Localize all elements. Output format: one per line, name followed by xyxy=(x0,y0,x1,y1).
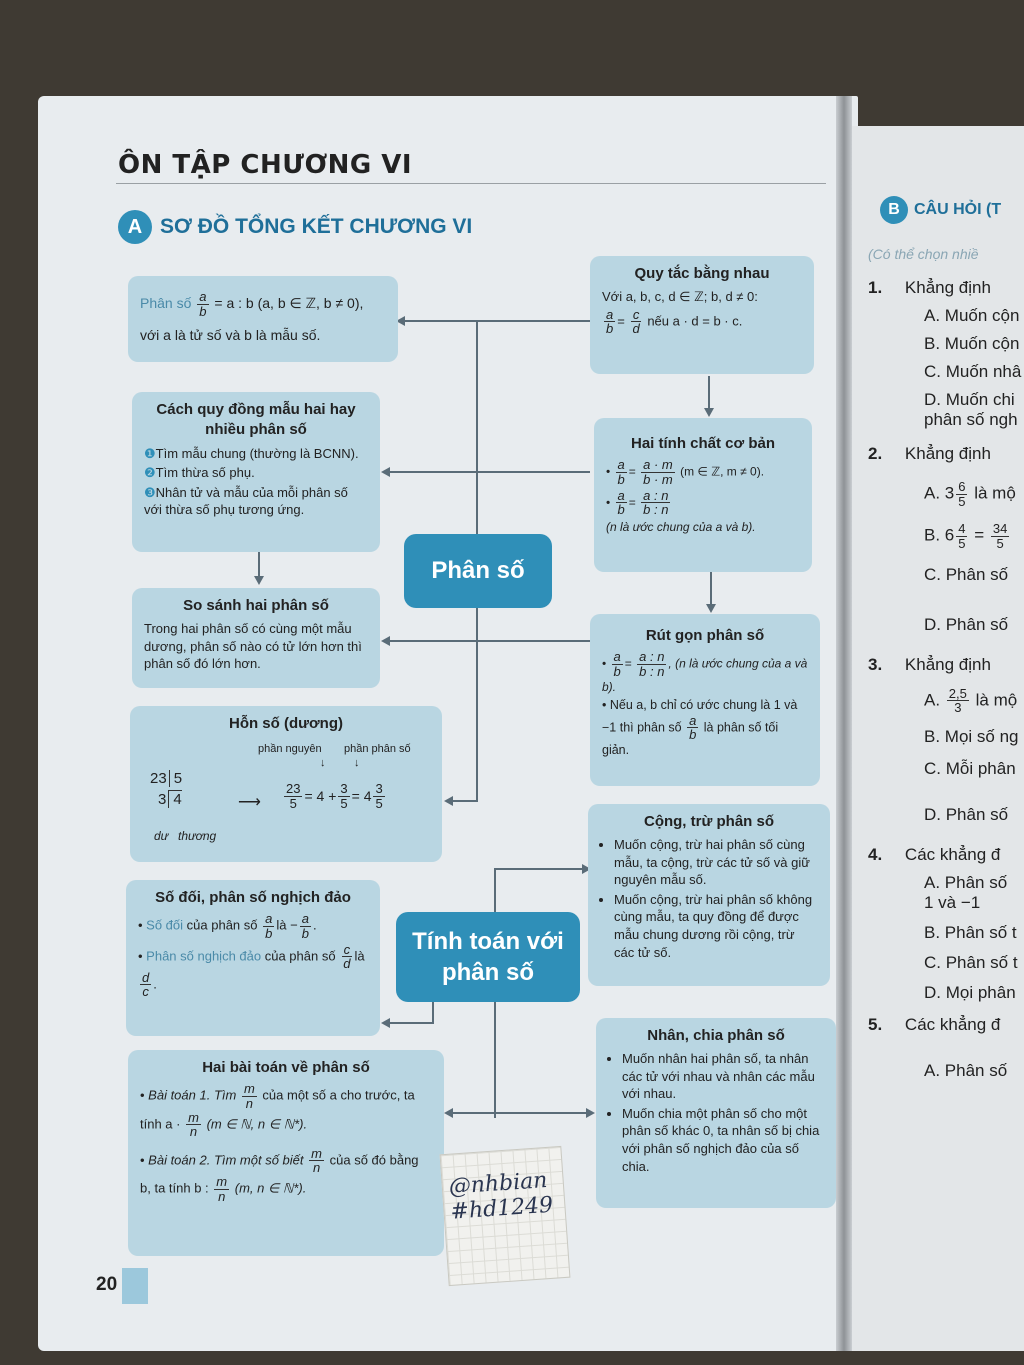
q2-option-a: A. 3 $\frac{6}{5}$ là mộ xyxy=(924,479,1016,509)
q2-fraction-6-5: $\frac{6}{5}$ xyxy=(958,479,966,509)
q3-option-d: D. Phân số xyxy=(924,804,1009,824)
two-problems-title: Hai bài toán về phân số xyxy=(202,1059,370,1076)
definition-prefix: Phân số xyxy=(140,294,192,311)
q2-option-b: B. 6 $\frac{4}{5}$ = $\frac{34}{5}$ xyxy=(924,521,1008,551)
box-equal-rule: Quy tắc bằng nhau Với a, b, c, d ∈ ℤ; b, d ≠ 0: $\frac{a}{b}$ = $\frac{c}{d}$ nếu a · d = b · c. xyxy=(590,256,814,374)
opposite-b2-b: của phân số xyxy=(264,948,336,964)
mul-div-title: Nhân, chia phân số xyxy=(647,1027,785,1044)
problem1-fraction-m-n-2: $\frac{m}{n}$ xyxy=(188,1109,199,1140)
box-compare xyxy=(132,588,380,688)
box-simplify: Rút gọn phân số • $\frac{a}{b}$ = $\frac{a : n}{b : n}$ , (n là ước chung của a và b). • Nếu a, b chỉ có ước chung là 1 và −1 thì phân số $\frac{a}{b}$ là phân số tối giản. xyxy=(590,614,820,786)
q2-fraction-34-5: $\frac{34}{5}$ xyxy=(992,521,1008,551)
opposite-title: Số đối, phân số nghịch đảo xyxy=(155,889,351,906)
connector-to-opposite xyxy=(432,1000,434,1024)
q4-option-a-cont: 1 và −1 xyxy=(924,892,981,912)
add-sub-bullet2: • Muốn cộng, trừ hai phân số không cùng mẫu, ta quy đồng để được mẫu chung dương rồi cộng, trừ các tử số. xyxy=(614,891,818,961)
problem2-fraction-m-n: $\frac{m}{n}$ xyxy=(311,1145,322,1176)
step3-icon: ❸ xyxy=(144,484,156,500)
prop2-fraction-an-bn: $\frac{a : n}{b : n}$ xyxy=(643,487,669,518)
reciprocal-is: là xyxy=(354,948,365,964)
q2-fraction-4-5: $\frac{4}{5}$ xyxy=(958,521,966,551)
q5-number: 5. xyxy=(868,1014,883,1034)
q4-option-b: B. Phân số t xyxy=(924,922,1017,942)
section-a-header xyxy=(118,210,472,244)
q1-option-b: B. Muốn cộn xyxy=(924,334,1020,353)
q3-fraction-2-5-3: $\frac{2,5}{3}$ xyxy=(948,685,967,716)
connector-to-definition xyxy=(400,320,590,322)
right-arrow-icon: ⟶ xyxy=(238,794,261,812)
title-divider xyxy=(116,183,826,184)
remainder-value: 3 xyxy=(158,791,167,809)
arrow-to-opposite xyxy=(381,1018,390,1028)
prop1-fraction-am-bm: $\frac{a \cdot m}{b \cdot m}$ xyxy=(643,457,673,487)
q4-option-d: D. Mọi phân xyxy=(924,982,1016,1002)
q3-text: Khẳng định xyxy=(904,654,991,674)
compare-body: Trong hai phân số có cùng một mẫu dương, phân số nào có tử lớn hơn thì phân số đó lớn hơn. xyxy=(144,621,362,672)
problem2-fraction-m-n-2: $\frac{m}{n}$ xyxy=(216,1174,228,1204)
mul-div-bullet1: • Muốn nhân hai phân số, ta nhân các tử với nhau và nhân các mẫu với nhau. xyxy=(622,1050,824,1103)
q1-option-d-cont: phân số ngh xyxy=(924,410,1018,429)
q5-option-a: A. Phân số xyxy=(924,1060,1008,1080)
arrow-rule-to-props xyxy=(704,408,714,417)
right-subtitle: (Có thể chọn nhiề xyxy=(868,246,979,262)
equal-rule-title: Quy tắc bằng nhau xyxy=(634,265,770,282)
connector-to-muldiv xyxy=(450,1112,590,1114)
q4-number: 4. xyxy=(868,844,883,864)
problem1-c: (m ∈ ℕ, n ∈ ℕ*). xyxy=(206,1116,308,1132)
q5-text: Các khẳng đ xyxy=(904,1014,1001,1034)
box-mul-div xyxy=(596,1018,836,1208)
hub-compute-line2: phân số xyxy=(441,959,534,986)
problem1-a: Bài toán 1. Tìm xyxy=(148,1087,237,1103)
box-two-properties: Hai tính chất cơ bản • $\frac{a}{b}$ = $\frac{a \cdot m}{b \cdot m}$ (m ∈ ℤ, m ≠ 0). • $\frac{a}{b}$ = $\frac{a : n}{b : n}$ (n là ước chung của a và b). xyxy=(594,418,812,572)
section-b-badge: B xyxy=(880,196,908,224)
prop2-fraction-a-b: $\frac{a}{b}$ xyxy=(617,487,625,518)
problem2-a: Bài toán 2. Tìm một số biết xyxy=(148,1152,304,1168)
mixed-number-title: Hỗn số (dương) xyxy=(228,715,343,732)
fraction-a-over-b: $\frac{a}{b}$ xyxy=(199,289,207,319)
q1-option-d: D. Muốn chi xyxy=(924,390,1015,409)
hub-compute-line1: Tính toán với xyxy=(412,927,564,955)
opposite-b1-a: Số đối xyxy=(146,917,184,933)
q2-text: Khẳng định xyxy=(904,444,991,463)
connector-props-to-simplify xyxy=(710,572,712,606)
simplify-note1: , (n là ước chung của a và b). xyxy=(602,656,808,694)
page-number: 20 xyxy=(96,1274,118,1295)
simplify-bullet2-a: Nếu a, b chỉ có ước chung là 1 và −1 thì phân số xyxy=(602,697,798,735)
box-add-sub xyxy=(588,804,830,986)
compare-title: So sánh hai phân số xyxy=(183,597,329,614)
arrow-to-two-problems xyxy=(444,1108,453,1118)
simplify-fraction-a-b-2: $\frac{a}{b}$ xyxy=(689,712,697,743)
two-properties-cond1: (m ∈ ℤ, m ≠ 0). xyxy=(680,464,765,479)
opposite-b1-b: của phân số xyxy=(186,917,258,933)
arrow-common-to-compare xyxy=(254,576,264,585)
dividend: 23 xyxy=(150,770,167,788)
box-common-denominator xyxy=(132,392,380,552)
common-step2: Tìm thừa số phụ. xyxy=(155,465,255,481)
common-step1: Tìm mẫu chung (thường là BCNN). xyxy=(155,445,359,461)
step1-icon: ❶ xyxy=(144,445,156,461)
box-mixed-number xyxy=(130,706,442,862)
definition-line2: với a là tử số và b là mẫu số. xyxy=(140,327,321,344)
box-two-problems: Hai bài toán về phân số • Bài toán 1. Tìm $\frac{m}{n}$ của một số a cho trước, ta tính a · $\frac{m}{n}$ (m ∈ ℕ, n ∈ ℕ*). • Bài toán 2. Tìm một số biết $\frac{m}{n}$ của số đó bằng b, ta tính b : $\frac{m}{n}$ (m, n ∈ ℕ*). xyxy=(128,1050,444,1256)
q3-option-b: B. Mọi số ng xyxy=(924,726,1019,746)
q4-option-a: A. Phân số xyxy=(924,872,1008,892)
section-b-title: CÂU HỎI (T xyxy=(914,201,1002,218)
q3-option-a-text: là mộ xyxy=(975,690,1018,710)
quotient-label: thương xyxy=(178,829,217,844)
arrow-down-icon: ↓ xyxy=(320,757,326,770)
connector-to-addsub xyxy=(494,868,586,870)
hub-fraction: Phân số xyxy=(404,534,552,608)
fraction-3-5-mixed: $\frac{3}{5}$ xyxy=(375,781,383,811)
problem1-b: của một số a cho trước, ta tính a · xyxy=(140,1087,415,1132)
fraction-a-b: $\frac{a}{b}$ xyxy=(606,306,614,337)
mul-div-bullet2: • Muốn chia một phân số cho một phân số khác 0, ta nhân số bị chia với phân số nghịch đảo của số chia. xyxy=(622,1105,824,1175)
mixed-number-expression: $\frac{23}{5}$ = 4 + $\frac{3}{5}$ = 4 $\frac{3}{5}$ xyxy=(286,781,383,811)
q2-option-a-text: là mộ xyxy=(974,483,1016,503)
connector-to-common-denominator xyxy=(385,471,590,473)
divisor: 5 xyxy=(169,770,182,787)
page-number-tab xyxy=(122,1268,148,1304)
right-column xyxy=(868,246,1024,1246)
prop1-fraction-a-b: $\frac{a}{b}$ xyxy=(617,457,625,487)
handwritten-note xyxy=(440,1146,571,1286)
q4-text: Các khẳng đ xyxy=(904,844,1001,864)
step2-icon: ❷ xyxy=(144,465,156,481)
section-badge: A xyxy=(118,210,152,244)
connector-to-compare xyxy=(385,640,590,642)
add-sub-title: Cộng, trừ phân số xyxy=(643,813,775,830)
connector-common-to-compare xyxy=(258,552,260,578)
reciprocal-fraction-d-c: $\frac{d}{c}$ xyxy=(142,969,150,1000)
simplify-fraction-an-bn: $\frac{a : n}{b : n}$ xyxy=(639,649,665,679)
q1-text: Khẳng định xyxy=(904,278,991,297)
box-opposite-reciprocal: Số đối, phân số nghịch đảo • Số đối của phân số $\frac{a}{b}$ là − $\frac{a}{b}$ . • Phân số nghịch đảo của phân số $\frac{c}{d}$ là $\frac{d}{c}$ . xyxy=(126,880,380,1036)
simplify-fraction-a-b: $\frac{a}{b}$ xyxy=(613,649,621,679)
opposite-fraction-a-b: $\frac{a}{b}$ xyxy=(265,911,273,941)
equal-rule-line1: Với a, b, c, d ∈ ℤ; b, d ≠ 0: xyxy=(602,289,758,305)
label-fraction-part: phần phân số xyxy=(344,743,411,756)
definition-formula: = a : b (a, b ∈ ℤ, b ≠ 0), xyxy=(214,294,364,311)
simplify-bullet2-b: là phân số tối giản. xyxy=(602,720,779,757)
common-step3: Nhân tử và mẫu của mỗi phân số với thừa số phụ tương ứng. xyxy=(144,484,348,518)
connector-to-opposite-h xyxy=(385,1022,434,1024)
quotient-value: 4 xyxy=(168,790,181,808)
fraction-3-5: $\frac{3}{5}$ xyxy=(340,781,348,811)
division-layout xyxy=(150,768,182,810)
reciprocal-fraction-c-d: $\frac{c}{d}$ xyxy=(343,941,351,972)
hub-compute xyxy=(396,912,580,1002)
q3-option-a: A. $\frac{2,5}{3}$ là mộ xyxy=(924,685,1018,716)
add-sub-bullet1: • Muốn cộng, trừ hai phân số cùng mẫu, ta cộng, trừ các tử số và giữ nguyên mẫu số. xyxy=(614,836,818,889)
common-denominator-title: Cách quy đồng mẫu hai hay nhiều phân số xyxy=(156,401,356,439)
two-properties-title: Hai tính chất cơ bản xyxy=(630,435,776,452)
q4-option-c: C. Phân số t xyxy=(924,952,1018,972)
simplify-title: Rút gọn phân số xyxy=(645,627,765,644)
opposite-fraction-neg: $\frac{a}{b}$ xyxy=(301,911,309,941)
arrow-props-to-simplify xyxy=(706,604,716,613)
arrow-to-muldiv xyxy=(586,1108,595,1118)
q2-number: 2. xyxy=(868,444,883,463)
remainder-label: dư xyxy=(154,829,169,844)
arrow-to-common-denominator xyxy=(381,467,390,477)
q3-number: 3. xyxy=(868,654,883,674)
opposite-is: là xyxy=(276,917,287,933)
q1-option-c: C. Muốn nhâ xyxy=(924,362,1022,381)
arrow-down-icon: ↓ xyxy=(354,757,360,770)
problem2-b: của số đó bằng b, ta tính b : xyxy=(140,1152,419,1196)
label-whole-part: phần nguyên xyxy=(258,743,322,756)
section-title: SƠ ĐỒ TỔNG KẾT CHƯƠNG VI xyxy=(160,215,473,238)
q1-option-a: A. Muốn cộn xyxy=(924,306,1020,325)
connector-to-mixed xyxy=(450,800,478,802)
equal-rule-cond: nếu a · d = b · c. xyxy=(647,313,743,329)
section-b-header xyxy=(880,196,1024,224)
q2-option-c: C. Phân số xyxy=(924,564,1009,584)
handwritten-note-text: @nhbian #hd1249 xyxy=(447,1167,554,1225)
two-properties-note: (n là ước chung của a và b). xyxy=(606,519,756,534)
arrow-to-compare xyxy=(381,636,390,646)
q3-option-c: C. Mỗi phân xyxy=(924,758,1016,778)
arrow-to-mixed xyxy=(444,796,453,806)
q2-option-d: D. Phân số xyxy=(924,614,1009,634)
problem2-c: (m, n ∈ ℕ*). xyxy=(234,1180,307,1196)
opposite-b2-a: Phân số nghịch đảo xyxy=(146,948,262,964)
book-fold xyxy=(836,96,852,1351)
box-definition xyxy=(128,276,398,362)
connector-rule-to-props xyxy=(708,376,710,410)
fraction-c-d: $\frac{c}{d}$ xyxy=(632,306,640,337)
q1-number: 1. xyxy=(868,278,883,297)
chapter-title: ÔN TẬP CHƯƠNG VI xyxy=(118,150,413,180)
fraction-23-5: $\frac{23}{5}$ xyxy=(286,781,301,811)
problem1-fraction-m-n: $\frac{m}{n}$ xyxy=(243,1081,255,1111)
